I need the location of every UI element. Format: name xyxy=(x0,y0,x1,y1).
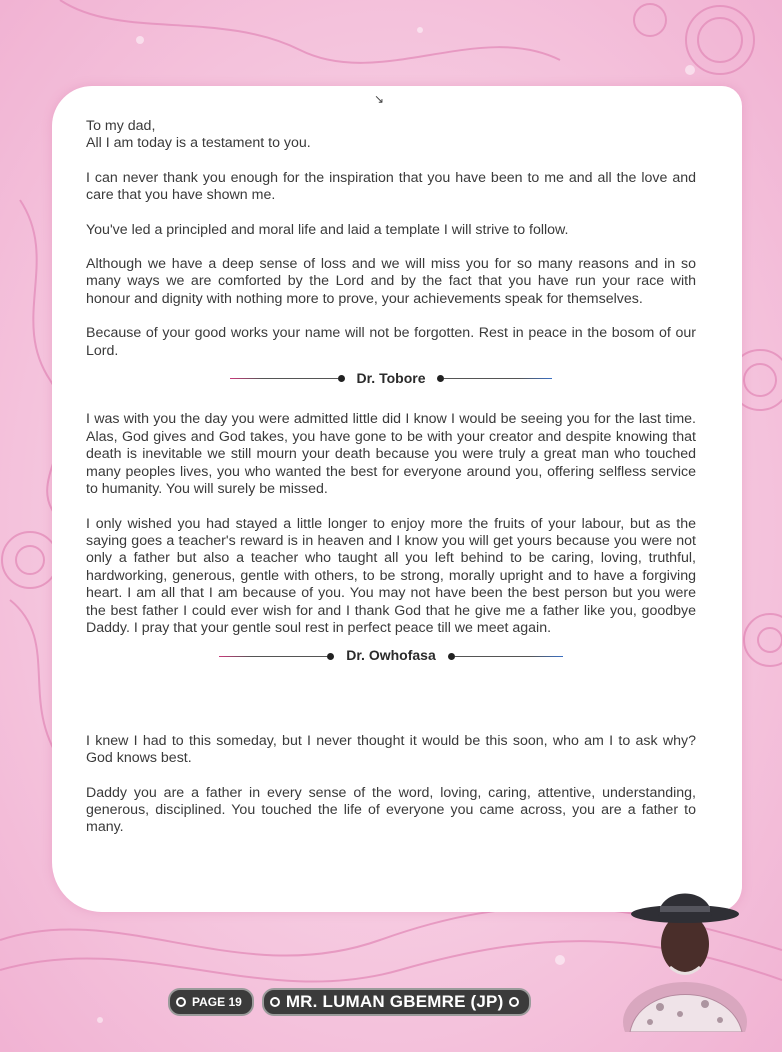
divider-dot xyxy=(448,653,455,660)
paragraph: I can never thank you enough for the inspiration that you have been to me and all the love and care that you have shown me. xyxy=(86,169,696,204)
tribute-text xyxy=(86,118,696,854)
page-number-badge xyxy=(168,988,254,1016)
divider-dot xyxy=(437,375,444,382)
divider-dot xyxy=(327,653,334,660)
signature-block xyxy=(86,370,696,387)
page-footer xyxy=(168,988,531,1016)
bullet-icon xyxy=(270,997,280,1007)
paragraph: Because of your good works your name will not be forgotten. Rest in peace in the bosom of our Lord. xyxy=(86,325,696,359)
stray-mark: ↘ xyxy=(374,92,385,106)
footer-title: MR. LUMAN GBEMRE (JP) xyxy=(285,992,504,1011)
signature-block xyxy=(86,647,696,664)
paragraph: I knew I had to this someday, but I never thought it would be this soon, who am I to ask why? God knows best. xyxy=(86,732,696,767)
paragraph: Daddy you are a father in every sense of the word, loving, caring, attentive, understanding, generous, disciplined. You touched the life of everyone you came across, you are a father to many. xyxy=(86,784,696,836)
greeting-line: To my dad, xyxy=(86,118,156,134)
signature-name: Dr. Owhofasa xyxy=(346,647,436,664)
paragraph: I was with you the day you were admitted little did I know I would be seeing you for the last time. Alas, God gives and God takes, you have gone to be with your creator and despite knowing that death is inevitable we still mourn your death because you were truly a great man who touched many peoples lives, you who wanted the best for everyone around you, offering selfless service to humanity. You will surely be missed. xyxy=(86,411,696,498)
divider-line xyxy=(230,378,338,379)
paragraph: You've led a principled and moral life and laid a template I will strive to follow. xyxy=(86,221,569,238)
divider-line xyxy=(455,656,563,657)
paragraph: I only wished you had stayed a little longer to enjoy more the fruits of your labour, but as the saying goes a teacher's reward is in heaven and I know you will get yours because you were not only a father but also a teacher who taught all you left behind to be caring, loving, truthful, hardworking, generous, gentle with others, to be strong, morally upright and to have a forgiving heart. I am all that I am because of you. You may not have been the best person but you were the best father I could ever wish for and I thank God that he give me a father like you, goodbye Daddy. I pray that your gentle soul rest in perfect peace till we meet again. xyxy=(86,515,696,636)
divider-dot xyxy=(338,375,345,382)
portrait-photo xyxy=(620,872,750,1032)
signature-name: Dr. Tobore xyxy=(356,370,426,387)
greeting-line: All I am today is a testament to you. xyxy=(86,135,311,152)
bullet-icon xyxy=(176,997,186,1007)
divider-line xyxy=(219,656,327,657)
greeting xyxy=(86,118,696,153)
bullet-icon xyxy=(509,997,519,1007)
page-number: PAGE 19 xyxy=(192,995,242,1009)
divider-line xyxy=(444,378,552,379)
footer-title-badge xyxy=(262,988,532,1016)
paragraph: Although we have a deep sense of loss and we will miss you for so many reasons and in so many ways we are comforted by the Lord and by the fact that you have run your race with honour and dignity with nothing more to prove, your achievements speak for themselves. xyxy=(86,256,696,307)
